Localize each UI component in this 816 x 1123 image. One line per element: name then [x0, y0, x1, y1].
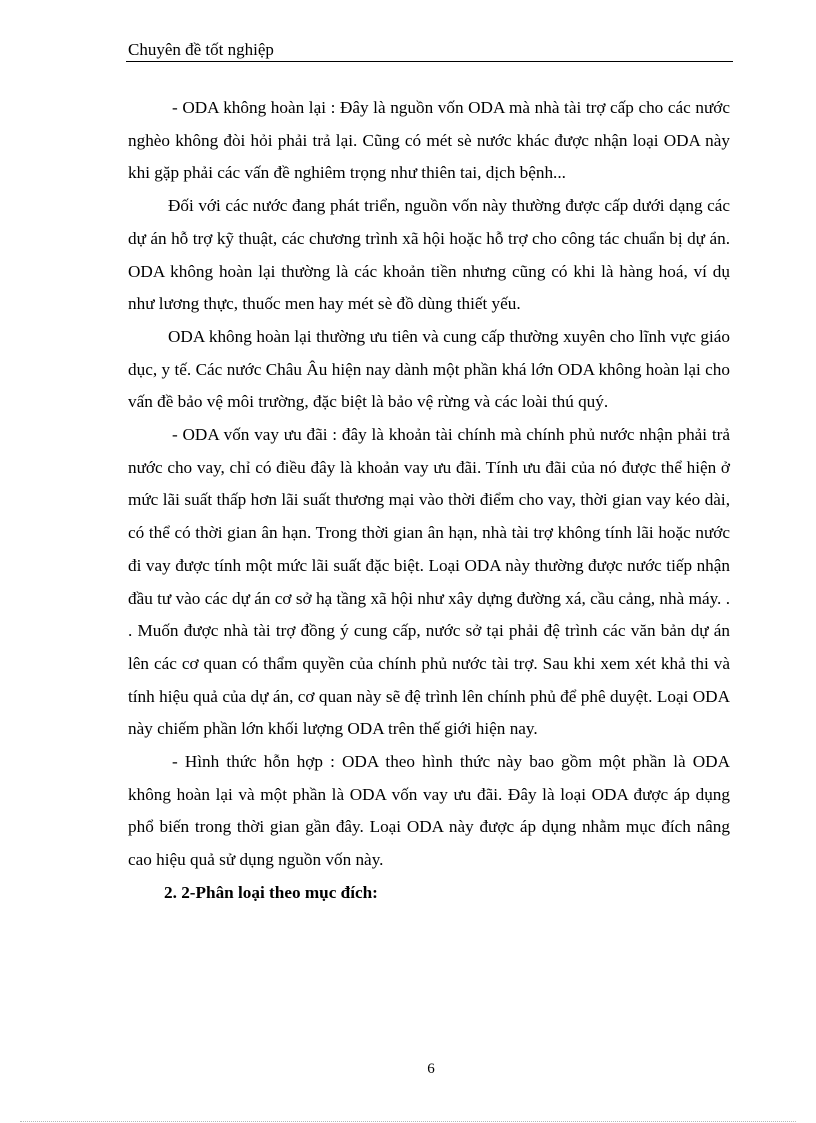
document-body: [128, 92, 730, 910]
section-heading: 2. 2-Phân loại theo mục đích:: [164, 882, 378, 902]
page-header: Chuyên đề tốt nghiệp: [128, 40, 274, 59]
paragraph-developing-countries: Đối với các nước đang phát triển, nguồn vốn này thường được cấp dưới dạng các dự án hỗ trợ kỹ thuật, các chương trình xã hội hoặc hỗ trợ cho công tác chuẩn bị dự án. ODA không hoàn lại thường là các khoản tiền nhưng cũng có khi là hàng hoá, ví dụ như lương thực, thuốc men hay mét sè đồ dùng thiết yếu.: [128, 196, 730, 314]
paragraph-grant-priorities: ODA không hoàn lại thường ưu tiên và cung cấp thường xuyên cho lĩnh vực giáo dục, y tế. Các nước Châu Âu hiện nay dành một phần khá lớn ODA không hoàn lại cho vấn đề bảo vệ môi trường, đặc biệt là bảo vệ rừng và các loài thú quý.: [128, 326, 730, 412]
paragraph-oda-grant: - ODA không hoàn lại : Đây là nguồn vốn ODA mà nhà tài trợ cấp cho các nước nghèo không đòi hỏi phải trả lại. Cũng có mét sè nước khác được nhận loại ODA này khi gặp phải các vấn đề nghiêm trọng như thiên tai, dịch bệnh...: [128, 98, 730, 183]
page-bottom-border: [20, 1121, 796, 1122]
header-divider: [126, 61, 733, 62]
page-number: 6: [427, 1061, 435, 1077]
paragraph-oda-concessional-loan: - ODA vốn vay ưu đãi : đây là khoản tài chính mà chính phủ nước nhận phải trả nước cho vay, chỉ có điều đây là khoản vay ưu đãi. Tính ưu đãi của nó được thể hiện ở mức lãi suất thấp hơn lãi suất thương mại vào thời điểm cho vay, thời gian vay kéo dài, có thể có thời gian ân hạn. Trong thời gian ân hạn, nhà tài trợ không tính lãi hoặc nước đi vay được tính một mức lãi suất đặc biệt. Loại ODA này thường được nước tiếp nhận đầu tư vào các dự án cơ sở hạ tầng xã hội như xây dựng đường xá, cầu cảng, nhà máy. . . Muốn được nhà tài trợ đồng ý cung cấp, nước sở tại phải đệ trình các văn bản dự án lên các cơ quan có thẩm quyền của chính phủ nước tài trợ. Sau khi xem xét khả thi và tính hiệu quả của dự án, cơ quan này sẽ đệ trình lên chính phủ để phê duyệt. Loại ODA này chiếm phần lớn khối lượng ODA trên thế giới hiện nay.: [128, 425, 730, 739]
paragraph-mixed-form: - Hình thức hỗn hợp : ODA theo hình thức này bao gồm một phần là ODA không hoàn lại và một phần là ODA vốn vay ưu đãi. Đây là loại ODA được áp dụng phổ biến trong thời gian gần đây. Loại ODA này được áp dụng nhằm mục đích nâng cao hiệu quả sử dụng nguồn vốn này.: [128, 752, 730, 870]
